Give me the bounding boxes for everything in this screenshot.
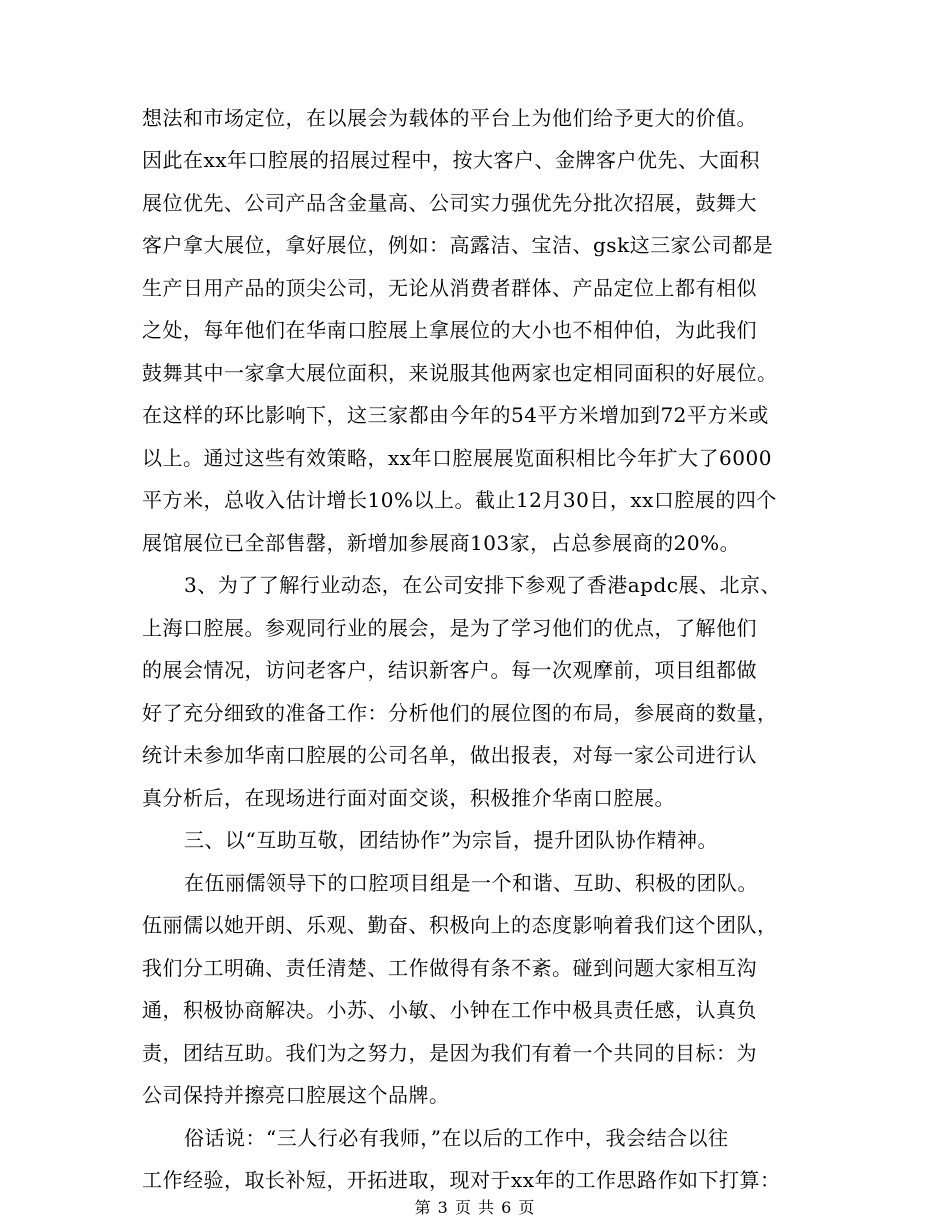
body-text-line: 因此在xx年口腔展的招展过程中，按大客户、金牌客户优先、大面积 xyxy=(142,148,761,172)
body-text-line: 的展会情况，访问老客户，结识新客户。每一次观摩前，项目组都做 xyxy=(142,658,757,682)
body-text-line: 上海口腔展。参观同行业的展会，是为了学习他们的优点，了解他们 xyxy=(142,616,757,640)
body-text-line: 伍丽儒以她开朗、乐观、勤奋、积极向上的态度影响着我们这个团队， xyxy=(142,913,778,937)
body-text-line: 鼓舞其中一家拿大展位面积，来说服其他两家也定相同面积的好展位。 xyxy=(142,361,778,385)
body-text-line: 生产日用产品的顶尖公司，无论从消费者群体、产品定位上都有相似 xyxy=(142,276,757,300)
body-text-line: 统计未参加华南口腔展的公司名单，做出报表，对每一家公司进行认 xyxy=(142,743,757,767)
body-text-line: 工作经验，取长补短，开拓进取，现对于xx年的工作思路作如下打算： xyxy=(142,1168,781,1192)
body-text-line: 展馆展位已全部售罄，新增加参展商103家，占总参展商的20%。 xyxy=(142,531,741,555)
body-text-line: 客户拿大展位，拿好展位，例如：高露洁、宝洁、gsk这三家公司都是 xyxy=(142,233,774,257)
paragraph-start-line: 在伍丽儒领导下的口腔项目组是一个和谐、互助、积极的团队。 xyxy=(184,871,758,895)
section-heading: 三、以“互助互敬，团结协作”为宗旨，提升团队协作精神。 xyxy=(184,828,718,852)
body-text-line: 责，团结互助。我们为之努力，是因为我们有着一个共同的目标：为 xyxy=(142,1041,757,1065)
body-text-line: 在这样的环比影响下，这三家都由今年的54平方米增加到72平方米或 xyxy=(142,403,769,427)
body-text-line: 通，积极协商解决。小苏、小敏、小钟在工作中极具责任感，认真负 xyxy=(142,998,757,1022)
body-text-line: 之处，每年他们在华南口腔展上拿展位的大小也不相仲伯，为此我们 xyxy=(142,318,757,342)
body-text-line: 公司保持并擦亮口腔展这个品牌。 xyxy=(142,1083,450,1107)
body-text-line: 平方米，总收入估计增长10%以上。截止12月30日，xx口腔展的四个 xyxy=(142,488,777,512)
page-number-footer: 第 3 页 共 6 页 xyxy=(414,1198,536,1217)
body-text-line: 想法和市场定位，在以展会为载体的平台上为他们给予更大的价值。 xyxy=(142,106,757,130)
body-text-line: 真分析后，在现场进行面对面交谈，积极推介华南口腔展。 xyxy=(142,786,675,810)
paragraph-start-line: 俗话说：“三人行必有我师，”在以后的工作中，我会结合以往 xyxy=(184,1126,729,1150)
paragraph-start-line: 3、为了了解行业动态，在公司安排下参观了香港apdc展、北京、 xyxy=(184,573,781,597)
body-text-line: 展位优先、公司产品含金量高、公司实力强优先分批次招展，鼓舞大 xyxy=(142,191,757,215)
body-text-line: 以上。通过这些有效策略，xx年口腔展展览面积相比今年扩大了6000 xyxy=(142,446,772,470)
body-text-line: 好了充分细致的准备工作：分析他们的展位图的布局，参展商的数量， xyxy=(142,701,778,725)
body-text-line: 我们分工明确、责任清楚、工作做得有条不紊。碰到问题大家相互沟 xyxy=(142,956,757,980)
